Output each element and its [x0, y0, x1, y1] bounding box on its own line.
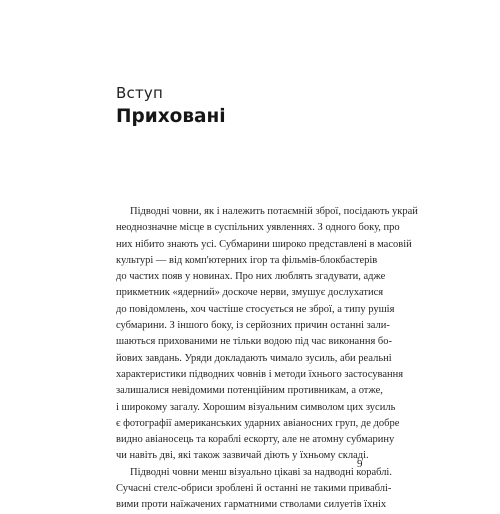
paragraph-1: [116, 204, 418, 465]
text-line: субмарини. З іншого боку, із серйозних причин останні зали-: [116, 320, 390, 332]
text-line: Підводні човни, як і належить потаємній зброї, посідають украй: [130, 206, 418, 217]
text-line: неоднозначне місце в суспільних уявленнях. З одного боку, про: [116, 222, 400, 234]
text-line: культурі — від комп'ютерних ігор та фільмів-блокбастерів: [116, 254, 378, 266]
text-line: залишалися невідомими потенційним противникам, а отже,: [116, 385, 383, 397]
text-line: шаються прихованими не тільки водою під час виконання бо-: [116, 336, 393, 348]
text-line: до частих появ у новинах. Про них люблять згадувати, адже: [116, 271, 386, 283]
text-line: є фотографії американських ударних авіаносних груп, де добре: [116, 417, 400, 429]
text-line: прикметник «ядерний» доскоче нерви, змушує дослухатися: [116, 287, 384, 299]
text-line: них нібито знають усі. Субмарини широко представлені в масовій: [116, 238, 412, 250]
text-line: і широкому загалу. Хорошим візуальним символом цих зусиль: [116, 401, 396, 413]
text-line: Підводні човни менш візуально цікаві за надводні кораблі.: [130, 466, 392, 478]
paragraph-2: [116, 465, 392, 514]
section-label: Вступ: [116, 84, 163, 102]
text-line: до повідомлень, хоч частіше стосується не зброї, а типу рушія: [116, 303, 395, 315]
body-text: [116, 204, 418, 514]
text-line: видно авіаносець та кораблі ескорту, але не атомну субмарину: [116, 434, 395, 446]
text-line: характеристики підводних човнів і методи їхнього застосування: [116, 368, 404, 380]
text-line: Сучасні стелс-обриси зроблені й останні не такими приваблі-: [116, 483, 392, 495]
chapter-title: Приховані: [116, 106, 226, 127]
text-line: вими проти наїжачених гарматними стволами силуетів їхніх: [116, 499, 387, 511]
text-line: чи навіть дві, які також зазвичай діють у їхньому складі.: [116, 450, 369, 462]
text-line: йових завдань. Уряди докладають чимало зусиль, аби реальні: [116, 352, 392, 364]
page-number: 9: [357, 458, 363, 470]
